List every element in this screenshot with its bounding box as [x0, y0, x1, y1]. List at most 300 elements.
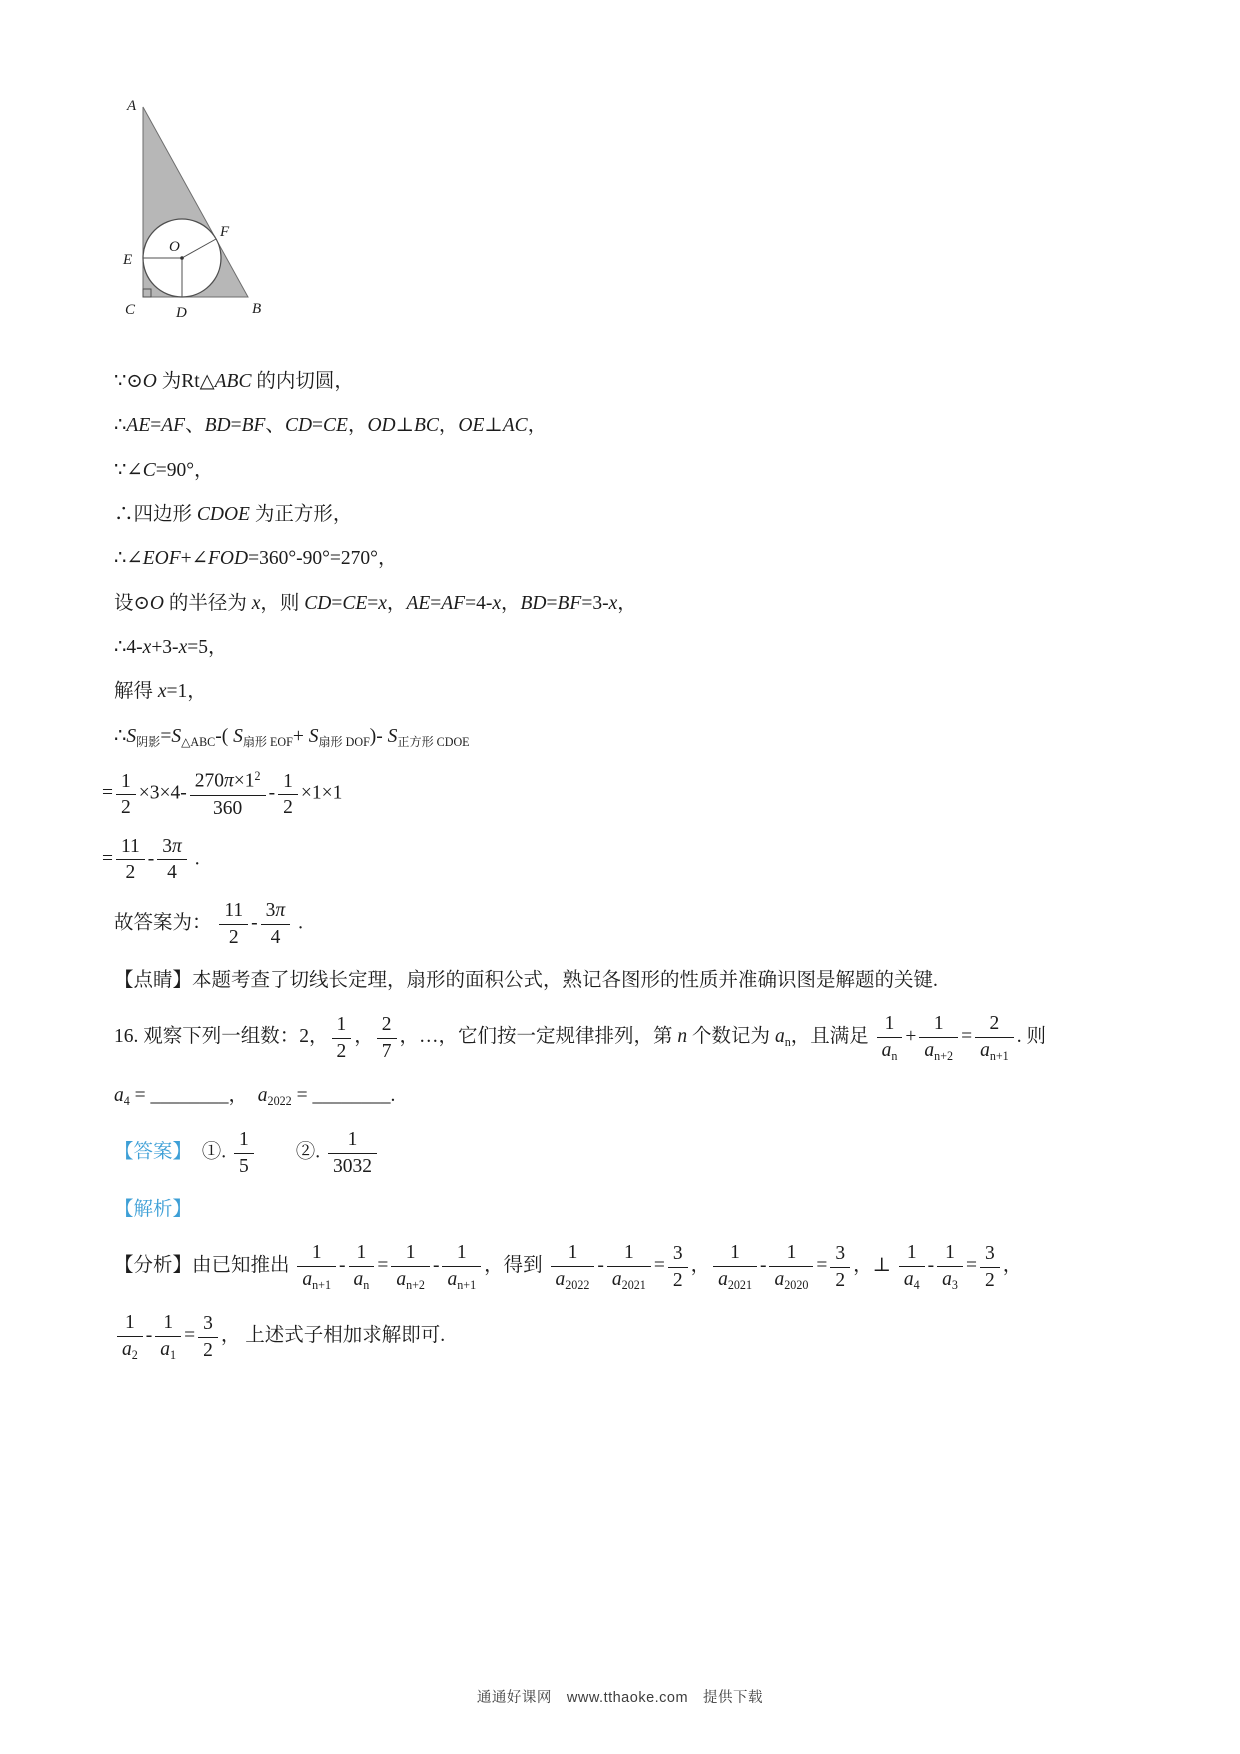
superscript: 2	[254, 769, 261, 784]
text-run: ∵⊙	[114, 371, 143, 392]
fraction	[975, 1012, 1014, 1063]
fraction-denominator	[607, 1267, 651, 1292]
text-run: 、	[185, 415, 205, 437]
text-run: ⊥	[395, 415, 414, 437]
subscript: 扇形 DOF	[318, 734, 370, 749]
fraction-denominator	[877, 1038, 903, 1063]
math-var: CE	[323, 415, 348, 437]
text-run: = ________，	[129, 1084, 258, 1106]
text-run: 1	[567, 1242, 578, 1264]
text-run: =	[367, 592, 379, 614]
math-var: x	[608, 592, 618, 614]
fraction-numerator	[919, 1012, 958, 1038]
fraction-numerator	[830, 1242, 850, 1268]
text-run: ，	[690, 1255, 711, 1277]
math-var: a	[903, 1268, 914, 1290]
text-run: =	[312, 415, 324, 437]
math-var: a	[257, 1084, 268, 1106]
subscript: 2022	[565, 1277, 590, 1292]
math-var: EOF	[142, 548, 181, 570]
label-C: C	[125, 302, 136, 318]
text-run: =	[160, 725, 172, 747]
content-lines	[102, 369, 1128, 1363]
text-run: -	[927, 1255, 935, 1277]
text-run: 11	[224, 900, 244, 922]
label-F: F	[220, 224, 230, 240]
math-var: AE	[126, 415, 151, 437]
fraction-denominator	[332, 1039, 352, 1063]
fraction-numerator	[198, 1312, 218, 1338]
line-q16-stem	[114, 1012, 1128, 1063]
subscript: 正方形 CDOE	[397, 734, 470, 749]
fraction	[234, 1128, 254, 1178]
math-var: BD	[520, 592, 547, 614]
text-run: =1，	[166, 681, 207, 703]
fraction-numerator	[877, 1012, 903, 1038]
fraction	[377, 1013, 397, 1063]
fraction-numerator	[155, 1311, 181, 1337]
fraction-numerator	[332, 1013, 352, 1039]
text-run: =	[816, 1255, 828, 1277]
text-run: 3	[672, 1242, 683, 1264]
fraction-denominator	[349, 1267, 375, 1292]
text-run: ∵∠	[114, 459, 143, 481]
text-run: 1	[623, 1242, 634, 1264]
line-square-cdoe	[114, 502, 1128, 527]
text-run: 1	[884, 1013, 895, 1035]
math-var: AF	[161, 415, 186, 437]
text-run: 1	[405, 1242, 416, 1264]
subscript: △ABC	[181, 734, 216, 749]
text-run: 3	[162, 835, 173, 857]
fraction	[116, 835, 145, 885]
text-run: 个数记为	[687, 1026, 775, 1048]
fraction-denominator	[769, 1267, 813, 1292]
text-run: = ________.	[291, 1084, 396, 1106]
text-run: 7	[381, 1040, 392, 1062]
fraction-denominator	[980, 1268, 1000, 1292]
line-shadow-area-formula	[114, 724, 1128, 751]
text-run: 1	[906, 1242, 917, 1264]
text-run: . 则	[1016, 1026, 1046, 1048]
text-run: 2	[203, 1339, 213, 1361]
text-run: 2	[835, 1269, 846, 1291]
text-run: 270	[194, 770, 224, 792]
text-run: +∠	[180, 548, 208, 570]
fraction-denominator	[975, 1038, 1014, 1063]
fraction	[116, 770, 136, 820]
text-run: 2	[989, 1013, 1000, 1035]
text-run: 【点睛】本题考查了切线长定理，扇形的面积公式，熟记各图形的性质并准确识图是解题的关键.	[114, 969, 938, 991]
math-var: a	[555, 1268, 566, 1290]
text-run: -	[432, 1255, 440, 1277]
text-run: -	[759, 1255, 767, 1277]
text-run: 2	[121, 797, 131, 819]
math-var: AC	[502, 415, 528, 437]
fraction	[668, 1242, 688, 1292]
text-run: 1	[283, 770, 293, 792]
subscript: n+2	[934, 1048, 954, 1063]
fraction-numerator	[297, 1241, 336, 1267]
math-var: AF	[441, 592, 466, 614]
line-area-result	[102, 835, 1128, 885]
text-run: 2	[228, 927, 239, 949]
math-var: BF	[241, 415, 266, 437]
footer-text: 通通好课网 www.tthaoke.com 提供下载	[476, 1690, 764, 1706]
text-run: ，	[1002, 1255, 1023, 1277]
line-q16-jiexi	[114, 1197, 1128, 1222]
text-run: 1	[456, 1242, 467, 1264]
fraction	[190, 769, 266, 819]
text-run: .	[189, 847, 200, 869]
math-var: a	[302, 1268, 313, 1290]
line-solve-x	[114, 679, 1128, 704]
math-var: a	[611, 1268, 622, 1290]
math-var: a	[718, 1268, 728, 1290]
text-run: ∴4-	[114, 637, 143, 659]
fraction-denominator	[157, 860, 187, 884]
section-label: 【解析】	[114, 1198, 193, 1220]
fraction-denominator	[278, 795, 298, 819]
section-label: 【答案】	[114, 1141, 183, 1163]
text-run: ⊥	[484, 415, 503, 437]
subscript: 4	[913, 1277, 920, 1292]
text-run: ， 上述式子相加求解即可.	[220, 1325, 446, 1347]
text-run: ×1×1	[300, 782, 343, 804]
math-var: a	[881, 1040, 892, 1062]
text-run: 【分析】由已知推出	[114, 1255, 295, 1277]
math-var: S	[308, 725, 319, 747]
text-run: 为Rt△	[156, 371, 215, 392]
fraction-denominator	[391, 1267, 430, 1292]
subscript: n	[363, 1277, 370, 1292]
subscript: 2020	[784, 1277, 809, 1292]
text-run: 3	[984, 1242, 995, 1264]
text-run: =	[230, 415, 242, 437]
fraction	[157, 835, 187, 885]
text-run: =	[430, 592, 442, 614]
fraction-numerator	[980, 1242, 1000, 1268]
label-O: O	[169, 239, 180, 255]
text-run: 1	[786, 1242, 797, 1264]
fraction-denominator	[155, 1337, 181, 1362]
math-var: OD	[367, 415, 396, 437]
fraction-numerator	[219, 899, 248, 925]
text-run: ，	[347, 415, 368, 437]
text-run: -(	[215, 725, 234, 747]
math-var: a	[924, 1040, 935, 1062]
fraction-numerator	[328, 1128, 377, 1154]
text-run: =	[150, 415, 162, 437]
fraction-denominator	[116, 860, 145, 884]
fraction	[391, 1241, 430, 1292]
subscript: n+2	[406, 1277, 425, 1292]
text-run: -	[597, 1255, 604, 1277]
text-run: 4	[167, 862, 177, 884]
text-run: ，则	[260, 592, 305, 614]
text-run: 为正方形，	[249, 504, 353, 526]
text-run: =	[653, 1255, 665, 1277]
math-var: x	[178, 637, 188, 659]
text-run: ，…，它们按一定规律排列，第	[399, 1026, 678, 1048]
math-var: S	[387, 725, 398, 747]
label-E: E	[123, 252, 133, 268]
fraction	[155, 1311, 181, 1362]
label-D: D	[176, 305, 187, 321]
line-tangent-equalities	[114, 413, 1128, 438]
math-var: C	[142, 459, 156, 481]
text-run: -	[251, 912, 258, 934]
text-run: =	[377, 1255, 389, 1277]
fraction	[937, 1241, 963, 1292]
math-var: S	[233, 725, 243, 747]
math-var: π	[224, 770, 234, 792]
text-run: ×1	[233, 770, 255, 792]
fraction-denominator	[377, 1039, 397, 1063]
fraction-numerator	[551, 1241, 595, 1267]
label-A: A	[127, 98, 137, 114]
math-var: n	[677, 1026, 688, 1048]
line-comment	[114, 968, 1128, 993]
fraction	[261, 899, 291, 949]
fraction	[769, 1241, 813, 1292]
fraction	[607, 1241, 651, 1292]
fraction	[899, 1241, 925, 1292]
fraction-denominator	[830, 1268, 850, 1292]
fraction	[980, 1242, 1000, 1292]
fraction	[713, 1241, 757, 1292]
center-dot	[180, 256, 184, 260]
subscript: n	[784, 1035, 791, 1050]
fraction-numerator	[116, 770, 136, 796]
math-var: x	[378, 592, 387, 614]
text-run: 1	[336, 1014, 347, 1036]
text-run: 3	[835, 1242, 846, 1264]
fraction-denominator	[219, 925, 248, 949]
math-var: CD	[284, 415, 313, 437]
subscript: n+1	[457, 1277, 477, 1292]
math-var: a	[774, 1026, 785, 1048]
subscript: n+1	[312, 1277, 332, 1292]
fraction	[278, 770, 298, 820]
fraction-numerator	[391, 1241, 430, 1267]
math-var: a	[353, 1268, 364, 1290]
math-var: BC	[413, 415, 439, 437]
line-incircle-given	[114, 369, 1128, 394]
fraction-denominator	[198, 1338, 218, 1362]
text-run: =90°，	[155, 459, 214, 481]
fraction-numerator	[116, 835, 145, 861]
text-run: 故答案为：	[114, 912, 217, 934]
subscript: 2021	[621, 1277, 646, 1292]
line-q16-answer	[114, 1128, 1128, 1178]
math-var: CE	[342, 592, 368, 614]
text-run: ，	[354, 1026, 374, 1048]
math-var: BF	[557, 592, 582, 614]
subscript: n	[891, 1048, 898, 1063]
fraction-numerator	[349, 1241, 375, 1267]
math-var: AE	[406, 592, 431, 614]
fraction-numerator	[769, 1241, 813, 1267]
text-run: 2	[984, 1269, 995, 1291]
subscript: 1	[170, 1347, 177, 1362]
text-run: ，	[386, 592, 407, 614]
text-run: +3-	[151, 637, 179, 659]
text-run: =	[331, 592, 343, 614]
text-run: 2	[672, 1269, 683, 1291]
fraction-denominator	[261, 925, 291, 949]
fraction-numerator	[713, 1241, 757, 1267]
text-run: .	[293, 912, 303, 934]
fraction	[328, 1128, 377, 1178]
text-run: ×3×4-	[138, 782, 187, 804]
text-run: -	[339, 1255, 346, 1277]
fraction	[919, 1012, 958, 1063]
text-run: 设⊙	[114, 592, 150, 614]
fraction	[442, 1241, 481, 1292]
text-run: ，且满足	[790, 1026, 874, 1048]
fraction	[877, 1012, 903, 1063]
text-run: 1	[163, 1312, 174, 1334]
fraction-denominator	[234, 1154, 254, 1178]
text-run: ②.	[256, 1141, 326, 1163]
fraction-numerator	[668, 1242, 688, 1268]
math-var: O	[142, 371, 157, 392]
subscript: 2022	[267, 1093, 292, 1108]
text-run: ∴∠	[114, 548, 143, 570]
text-run: 5	[239, 1155, 249, 1177]
math-var: CD	[304, 592, 332, 614]
text-run: 的半径为	[163, 592, 252, 614]
line-final-answer	[114, 899, 1128, 949]
math-var: a	[114, 1084, 124, 1106]
text-run: ∴	[114, 415, 127, 437]
line-q16-analysis-2	[114, 1311, 1128, 1362]
fraction-numerator	[975, 1012, 1014, 1038]
text-run: =	[102, 782, 113, 804]
fraction	[332, 1013, 352, 1063]
text-run: ∴	[114, 725, 127, 747]
text-run: 360	[213, 797, 243, 819]
line-set-radius	[114, 591, 1128, 616]
math-var: a	[774, 1268, 785, 1290]
subscript: n+1	[989, 1048, 1009, 1063]
text-run: -	[268, 782, 276, 804]
text-run: =	[184, 1325, 196, 1347]
math-var: CDOE	[196, 504, 250, 526]
subscript: 4	[123, 1093, 130, 1108]
text-run: 11	[121, 835, 140, 857]
page-footer	[0, 1686, 1240, 1707]
text-run: 1	[945, 1242, 955, 1264]
incircle-figure-svg	[116, 95, 272, 325]
math-var: π	[172, 835, 182, 857]
fraction-denominator	[190, 796, 266, 820]
line-q16-blanks	[114, 1083, 1128, 1110]
text-run: =	[965, 1255, 977, 1277]
fraction	[551, 1241, 595, 1292]
fraction	[219, 899, 248, 949]
fraction-denominator	[713, 1267, 757, 1292]
fraction-denominator	[297, 1267, 336, 1292]
text-run: 的内切圆，	[251, 371, 354, 392]
math-var: x	[492, 592, 501, 614]
text-run: ①.	[182, 1141, 232, 1163]
text-run: ，	[617, 592, 637, 614]
fraction-denominator	[668, 1268, 688, 1292]
fraction-numerator	[937, 1241, 963, 1267]
text-run: ，	[527, 415, 548, 437]
math-var: ABC	[214, 371, 252, 392]
fraction	[198, 1312, 218, 1362]
label-B: B	[252, 301, 262, 317]
fraction	[117, 1311, 143, 1362]
fraction-numerator	[278, 770, 298, 796]
subscript: 2	[131, 1347, 138, 1362]
fraction-numerator	[442, 1241, 481, 1267]
text-run: 1	[311, 1242, 322, 1264]
line-area-calculation	[102, 769, 1128, 819]
fraction-numerator	[377, 1013, 397, 1039]
math-var: OE	[458, 415, 485, 437]
fraction-numerator	[190, 769, 266, 795]
fraction-denominator	[116, 795, 136, 819]
fraction-denominator	[117, 1337, 143, 1362]
text-run: ，得到	[484, 1255, 548, 1277]
fraction-denominator	[551, 1267, 595, 1292]
fraction-denominator	[442, 1267, 481, 1292]
text-run: +	[905, 1026, 917, 1048]
text-run: 解得	[114, 681, 158, 703]
math-var: a	[447, 1268, 458, 1290]
text-run: 1	[730, 1242, 740, 1264]
line-sum-equation	[114, 635, 1128, 660]
text-run: 1	[239, 1129, 249, 1151]
text-run: =	[546, 592, 558, 614]
fraction	[349, 1241, 375, 1292]
math-var: a	[980, 1040, 990, 1062]
text-run: ，	[438, 415, 459, 437]
text-run: -	[145, 1325, 153, 1347]
text-run: 2	[283, 797, 293, 819]
math-var: O	[149, 592, 164, 614]
text-run: 3	[203, 1313, 213, 1335]
line-angle-c	[114, 458, 1128, 483]
text-run: 4	[270, 927, 281, 949]
subscript: 2021	[727, 1277, 752, 1292]
subscript: 阴影	[136, 734, 161, 749]
text-run: 3032	[333, 1155, 373, 1177]
math-var: a	[122, 1339, 132, 1361]
fraction-numerator	[261, 899, 291, 925]
line-angle-sum	[114, 546, 1128, 571]
text-run: -	[147, 847, 155, 869]
fraction-denominator	[919, 1038, 958, 1063]
fraction-numerator	[607, 1241, 651, 1267]
text-run: ∴四边形	[114, 504, 197, 526]
text-run: 2	[336, 1040, 347, 1062]
math-var: a	[942, 1268, 952, 1290]
math-var: FOD	[208, 548, 249, 570]
math-var: S	[171, 725, 182, 747]
text-run: 1	[933, 1013, 944, 1035]
math-var: x	[157, 681, 167, 703]
math-var: x	[142, 637, 152, 659]
text-run: =4-	[465, 592, 493, 614]
subscript: 扇形 EOF	[242, 734, 293, 749]
fraction-denominator	[937, 1267, 963, 1292]
text-run: +	[292, 725, 309, 747]
